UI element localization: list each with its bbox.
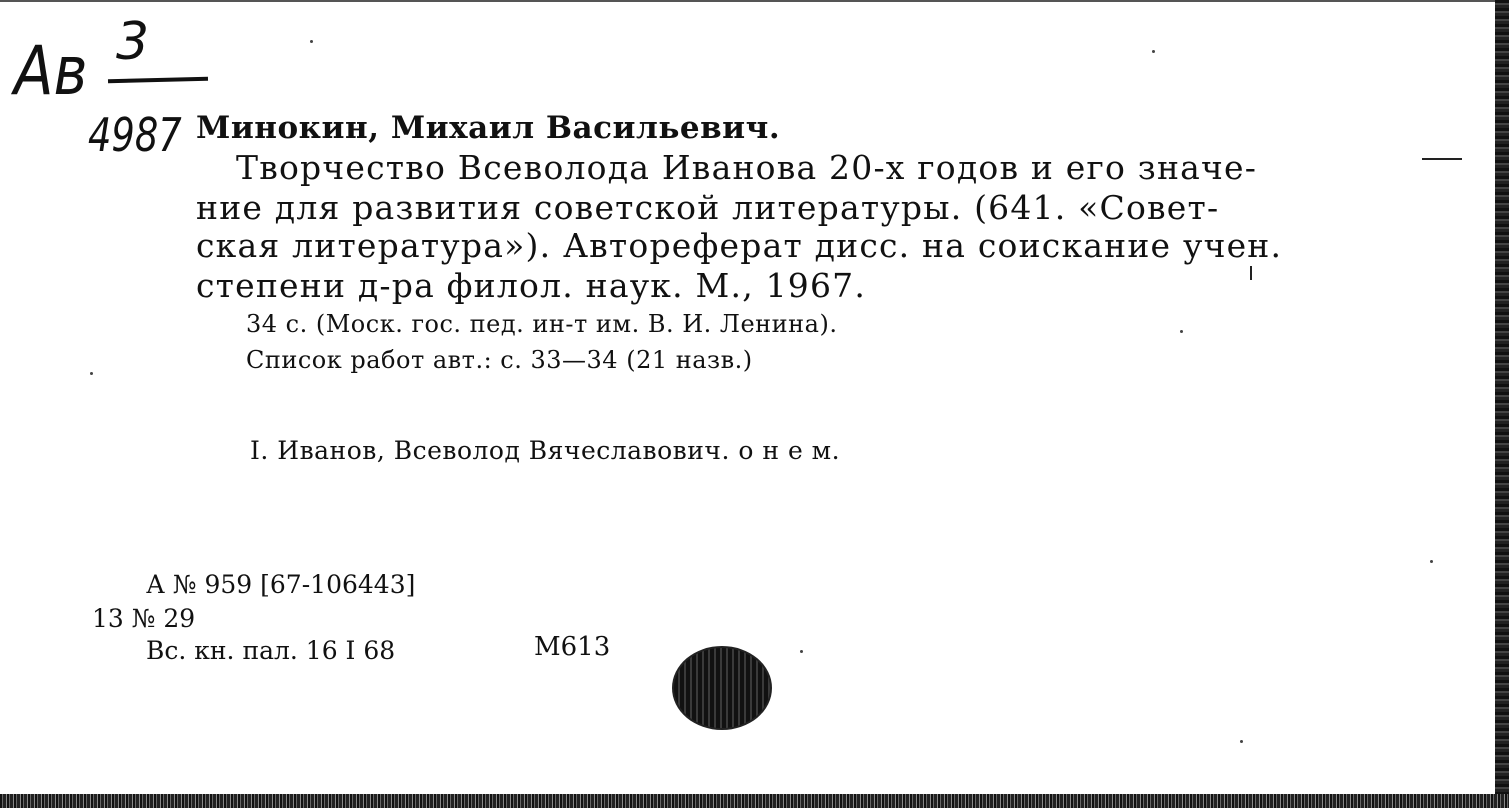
card-top-edge (0, 0, 1495, 2)
card-right-edge (1495, 0, 1509, 808)
dust-speck (1180, 330, 1183, 333)
accession-number: А № 959 [67-106443] (146, 570, 416, 599)
accession-series: 13 № 29 (92, 604, 196, 633)
dust-speck (800, 650, 803, 653)
margin-dash (1422, 158, 1462, 160)
handwritten-fraction-line (108, 77, 208, 84)
catalog-code: М613 (534, 632, 611, 662)
margin-tick (1250, 266, 1252, 280)
handwritten-inventory-number: 4987 (88, 108, 182, 162)
handwritten-number: 3 (116, 12, 150, 72)
works-list-note: Список работ авт.: с. 33—34 (21 назв.) (246, 346, 753, 374)
subject-heading: I. Иванов, Всеволод Вячеславович. о н е м. (250, 436, 841, 465)
title-line-2: ние для развития советской литературы. (641. «Совет- (196, 188, 1220, 227)
dust-speck (90, 372, 93, 375)
title-line-3: ская литература»). Автореферат дисс. на соискание учен. (196, 226, 1283, 265)
title-line-1: Творчество Всеволода Иванова 20-х годов и его значе- (236, 148, 1258, 187)
card-bottom-edge (0, 794, 1509, 808)
pages-and-institution: 34 с. (Моск. гос. пед. ин-т им. В. И. Ленина). (246, 310, 838, 338)
book-chamber-date: Вс. кн. пал. 16 I 68 (146, 636, 396, 665)
dust-speck (1240, 740, 1243, 743)
title-line-4: степени д-ра филол. наук. М., 1967. (196, 266, 867, 305)
punch-hole (674, 648, 770, 728)
handwritten-prefix: Ав (14, 32, 88, 111)
author-heading: Минокин, Михаил Васильевич. (196, 110, 781, 146)
dust-speck (310, 40, 313, 43)
dust-speck (1152, 50, 1155, 53)
dust-speck (1430, 560, 1433, 563)
